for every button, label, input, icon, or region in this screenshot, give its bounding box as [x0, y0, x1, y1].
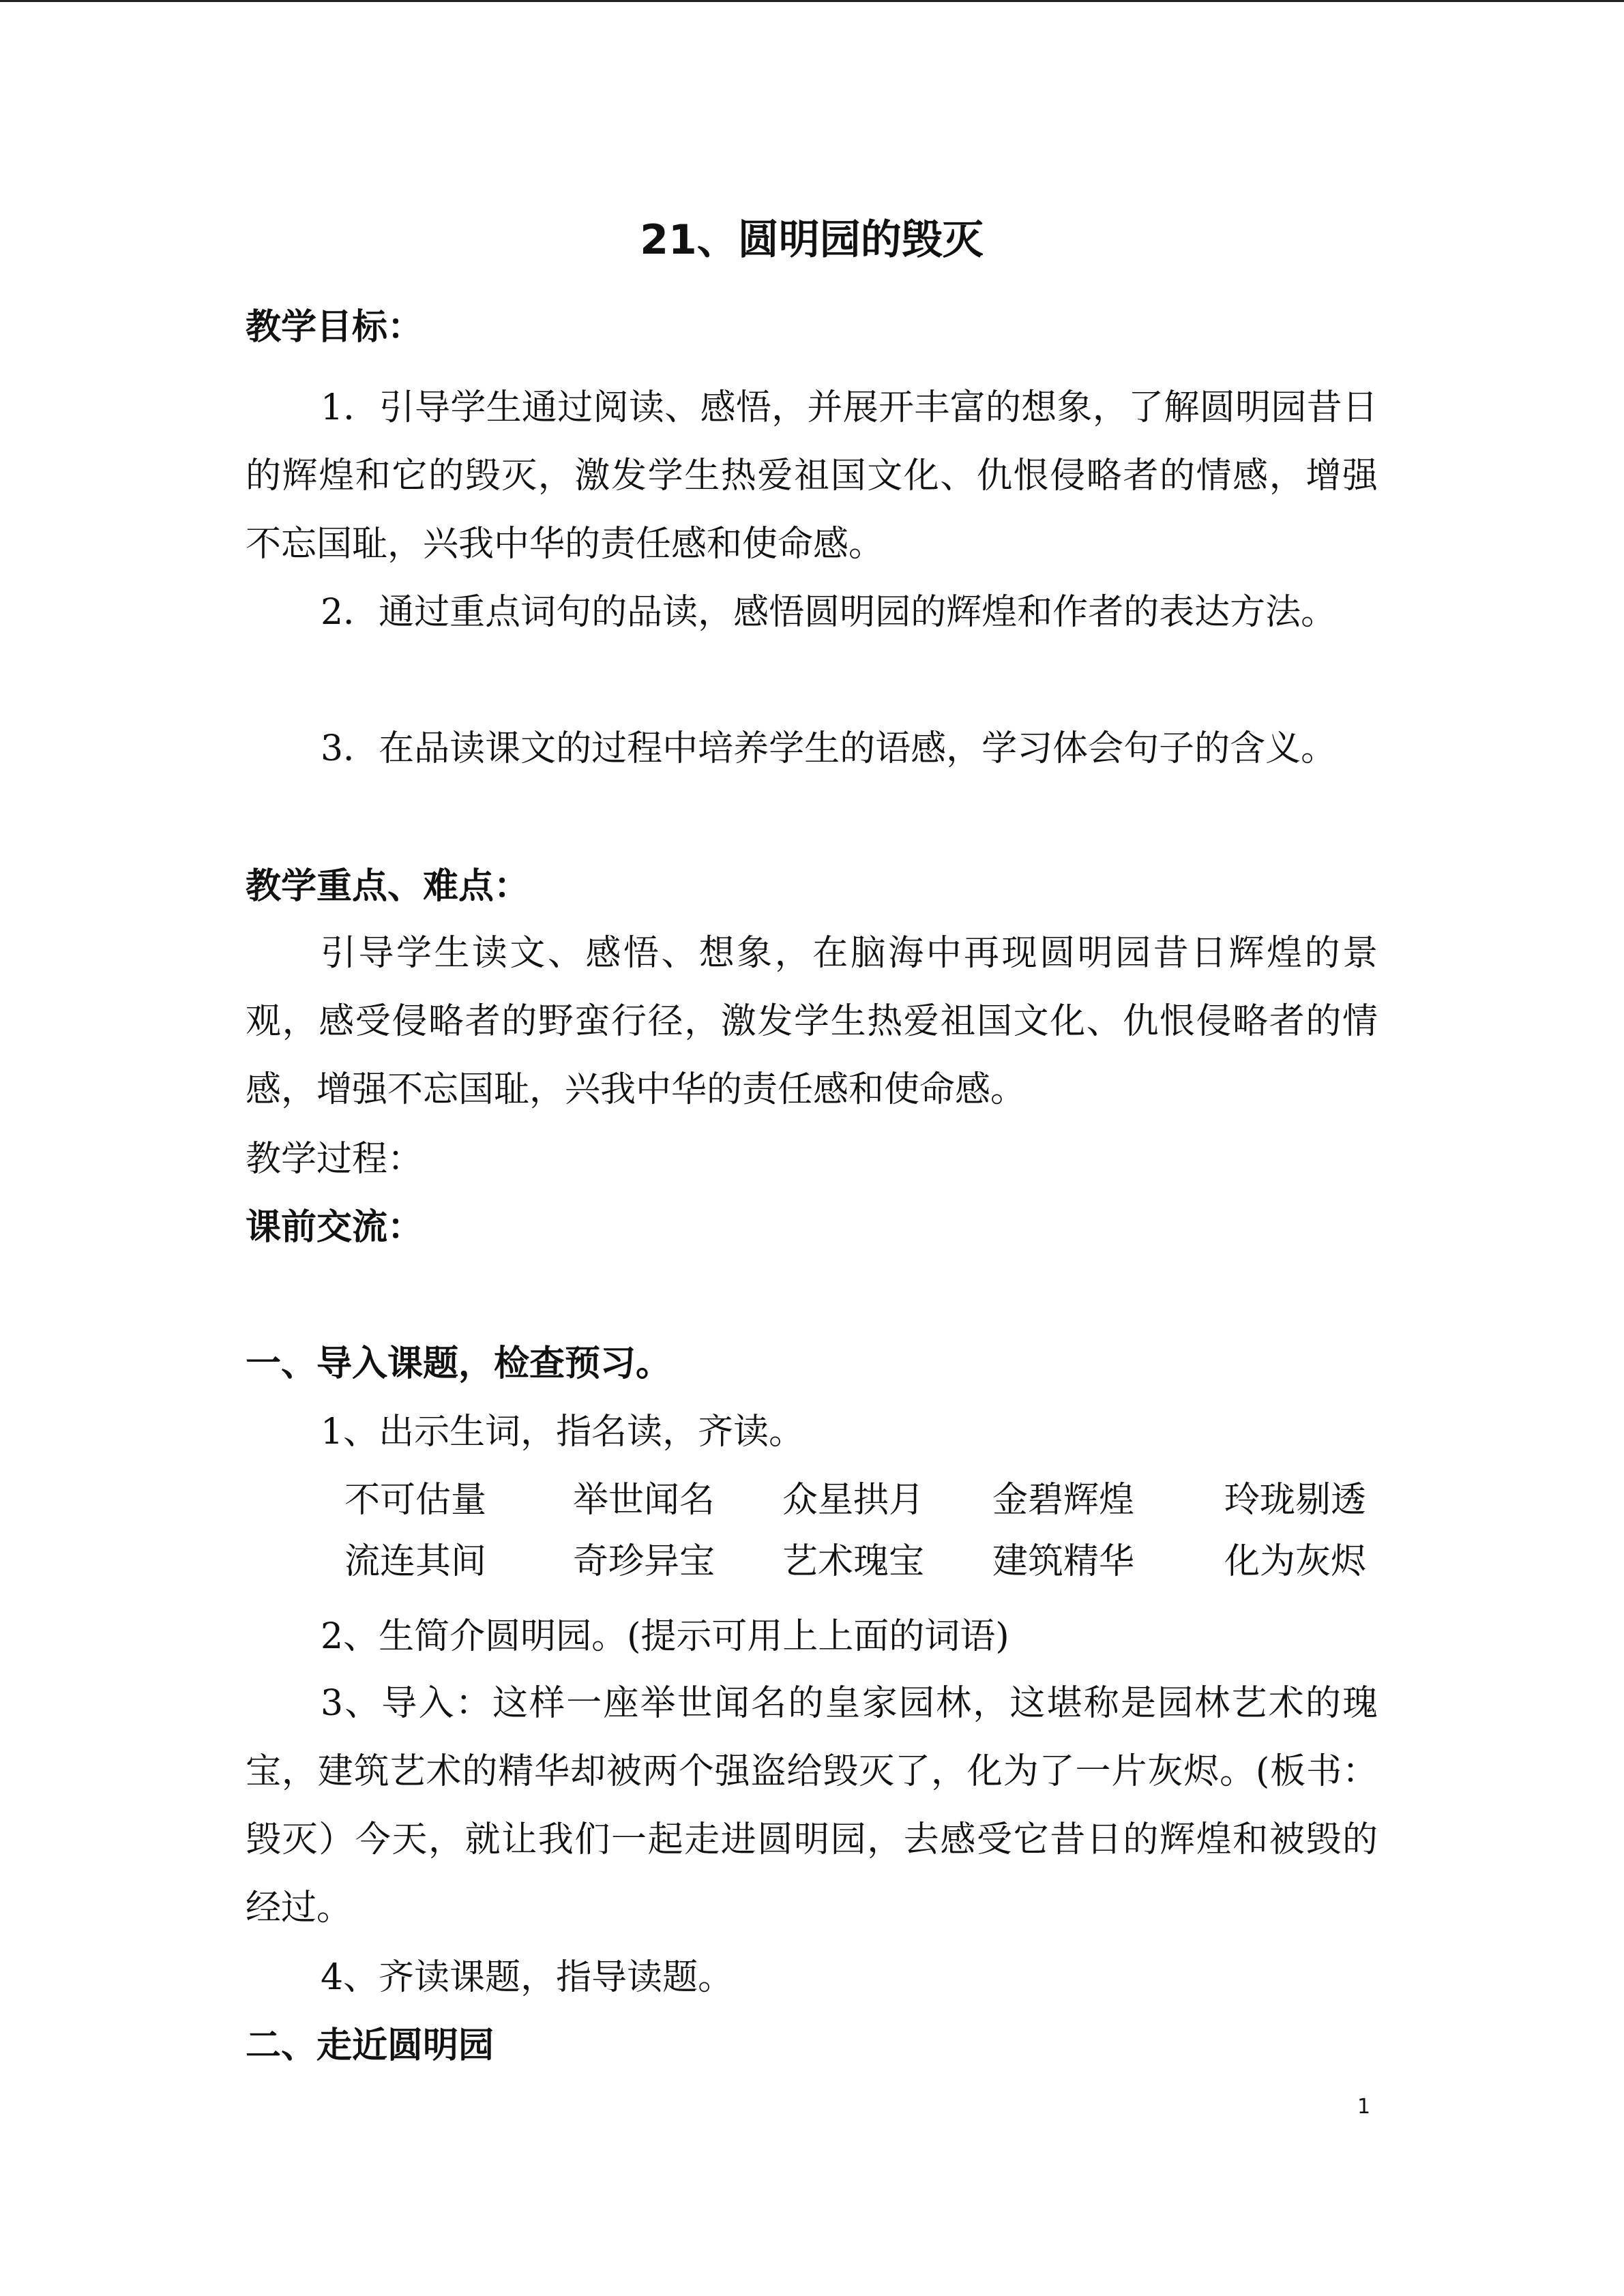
- section-2-heading: 二、走近圆明园: [246, 2025, 494, 2066]
- vocab-word: 奇珍异宝: [573, 1541, 715, 1582]
- vocab-word: 化为灰烬: [1224, 1541, 1367, 1582]
- vocab-word: 举世闻名: [573, 1480, 715, 1521]
- vocab-word: 建筑精华: [992, 1541, 1135, 1582]
- key-points-heading: 教学重点、难点：: [246, 866, 530, 907]
- vocab-word: 玲珑剔透: [1224, 1480, 1367, 1521]
- document-title: 21、圆明园的毁灭: [640, 216, 984, 264]
- objective-item-1: 1．引导学生通过阅读、感悟，并展开丰富的想象，了解圆明园昔日的辉煌和它的毁灭，激发学生热爱祖国文化、仇恨侵略者的情感，增强不忘国耻，兴我中华的责任感和使命感。: [246, 387, 1378, 565]
- section-1-step-1: 1、出示生词，指名读，齐读。: [321, 1412, 805, 1452]
- vocab-word: 艺术瑰宝: [782, 1541, 925, 1582]
- objective-item-2: 2．通过重点词句的品读，感悟圆明园的辉煌和作者的表达方法。: [321, 592, 1337, 633]
- objective-item-3: 3．在品读课文的过程中培养学生的语感，学习体会句子的含义。: [321, 728, 1337, 769]
- section-1-step-2: 2、生简介圆明园。(提示可用上上面的词语): [321, 1616, 1009, 1657]
- vocab-word: 众星拱月: [782, 1480, 925, 1521]
- vocab-word: 金碧辉煌: [992, 1480, 1135, 1521]
- key-points-text: 引导学生读文、感悟、想象，在脑海中再现圆明园昔日辉煌的景观，感受侵略者的野蛮行径，激发学生热爱祖国文化、仇恨侵略者的情感，增强不忘国耻，兴我中华的责任感和使命感。: [246, 933, 1378, 1110]
- process-label: 教学过程：: [246, 1139, 424, 1180]
- section-1-step-3: 3、导入：这样一座举世闻名的皇家园林，这堪称是园林艺术的瑰宝，建筑艺术的精华却被两个强盗给毁灭了，化为了一片灰烬。(板书：毁灭）今天，就让我们一起走进圆明园，去感受它昔日的辉煌和被毁的经过。: [246, 1683, 1378, 1928]
- vocab-word: 不可估量: [344, 1480, 487, 1521]
- section-1-step-4: 4、齐读课题，指导读题。: [321, 1957, 734, 1998]
- objectives-heading: 教学目标：: [246, 307, 424, 348]
- section-1-heading: 一、导入课题，检查预习。: [246, 1343, 672, 1384]
- page-number: 1: [1357, 2095, 1371, 2119]
- vocab-word: 流连其间: [344, 1541, 487, 1582]
- pre-class-heading: 课前交流：: [246, 1207, 424, 1248]
- page-top-border: [0, 0, 1624, 2]
